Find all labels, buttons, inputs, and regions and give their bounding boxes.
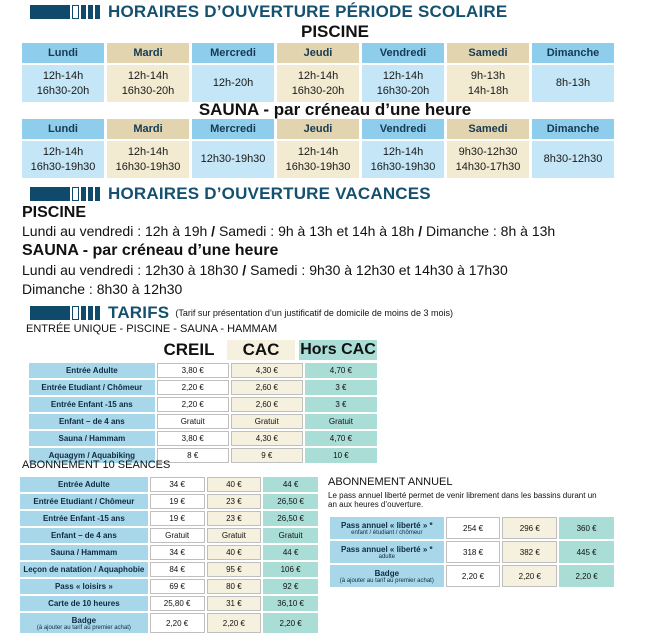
hours-line: 16h30-19h30 bbox=[370, 160, 436, 173]
col-cac: CAC bbox=[227, 340, 295, 360]
day-name: Jeudi bbox=[277, 119, 359, 139]
row-label-text: Pass annuel « liberté » * bbox=[341, 520, 433, 530]
day-column bbox=[277, 119, 359, 178]
table-row bbox=[20, 528, 318, 543]
hours-line: 9h-13h bbox=[470, 69, 506, 82]
day-column bbox=[107, 119, 189, 178]
day-hours bbox=[107, 65, 189, 102]
price-cell: 3,80 € bbox=[157, 431, 229, 446]
price-cell: 34 € bbox=[150, 545, 205, 560]
day-hours bbox=[447, 141, 529, 178]
table-row bbox=[20, 596, 318, 611]
price-cell: 382 € bbox=[502, 541, 557, 563]
section-title: HORAIRES D’OUVERTURE PÉRIODE SCOLAIRE bbox=[108, 2, 508, 21]
price-cell: 26,50 € bbox=[263, 494, 318, 509]
row-label bbox=[20, 528, 148, 543]
hours-line: 16h30-19h30 bbox=[285, 160, 351, 173]
price-cell: 23 € bbox=[207, 494, 262, 509]
row-label-text: Badge bbox=[374, 568, 400, 578]
hours-weekdays: Lundi au vendredi : 12h30 à 18h30 bbox=[22, 262, 239, 278]
hours-line: 8h30-12h30 bbox=[543, 153, 603, 165]
price-cell: 4,30 € bbox=[231, 431, 303, 446]
hours-line: 9h30-12h30 bbox=[458, 145, 518, 158]
table-row bbox=[20, 545, 318, 560]
price-cell: 40 € bbox=[207, 477, 262, 492]
price-cell: 4,70 € bbox=[305, 363, 377, 378]
day-hours bbox=[22, 65, 104, 102]
sauna-schedule bbox=[22, 119, 614, 178]
sauna-title: SAUNA - par créneau d’une heure bbox=[198, 100, 472, 119]
row-label-text: Aquagym / Aquabiking bbox=[48, 451, 136, 460]
price-cell: 2,20 € bbox=[207, 613, 262, 633]
price-cell: 40 € bbox=[207, 545, 262, 560]
table-row bbox=[330, 565, 614, 587]
row-label bbox=[20, 494, 148, 509]
price-cell: 4,70 € bbox=[305, 431, 377, 446]
heading-bars-icon bbox=[30, 306, 100, 320]
price-cell: Gratuit bbox=[207, 528, 262, 543]
table-row bbox=[20, 579, 318, 594]
day-hours bbox=[192, 65, 274, 102]
row-label bbox=[330, 517, 444, 539]
row-label bbox=[20, 477, 148, 492]
day-name: Mercredi bbox=[192, 43, 274, 63]
price-cell: 3 € bbox=[305, 380, 377, 395]
table-row bbox=[29, 363, 377, 378]
holiday-piscine-title: PISCINE bbox=[22, 204, 87, 221]
price-cell: 84 € bbox=[150, 562, 205, 577]
holiday-piscine-hours bbox=[22, 223, 555, 239]
day-column bbox=[532, 43, 614, 102]
row-label-text: Badge bbox=[71, 615, 97, 625]
price-cell: 80 € bbox=[207, 579, 262, 594]
hours-line: 14h30-17h30 bbox=[455, 160, 521, 173]
price-cell: 2,20 € bbox=[157, 397, 229, 412]
table-row bbox=[330, 541, 614, 563]
price-cell: 106 € bbox=[263, 562, 318, 577]
price-cell: 44 € bbox=[263, 545, 318, 560]
row-label-text: Entrée Enfant -15 ans bbox=[42, 514, 125, 523]
day-column bbox=[362, 43, 444, 102]
hours-weekdays: Lundi au vendredi : 12h à 19h bbox=[22, 223, 208, 239]
day-column bbox=[277, 43, 359, 102]
day-hours bbox=[277, 65, 359, 102]
table-row bbox=[29, 431, 377, 446]
row-label bbox=[29, 363, 155, 378]
price-cell: 95 € bbox=[207, 562, 262, 577]
table-row bbox=[29, 380, 377, 395]
row-label bbox=[330, 565, 444, 587]
row-label-text: Entrée Adulte bbox=[58, 480, 110, 489]
section-schoolterm-header bbox=[30, 2, 507, 22]
price-cell: 92 € bbox=[263, 579, 318, 594]
day-column bbox=[107, 43, 189, 102]
row-label bbox=[20, 562, 148, 577]
row-label-text: Enfant – de 4 ans bbox=[50, 531, 117, 540]
day-hours bbox=[447, 65, 529, 102]
table-row bbox=[20, 477, 318, 492]
day-column bbox=[447, 119, 529, 178]
day-name: Samedi bbox=[447, 119, 529, 139]
row-label bbox=[20, 596, 148, 611]
price-cell: 3 € bbox=[305, 397, 377, 412]
price-cell: 254 € bbox=[446, 517, 501, 539]
heading-bars-icon bbox=[30, 187, 100, 201]
day-hours bbox=[277, 141, 359, 178]
separator: / bbox=[211, 223, 216, 239]
section-tarifs-header bbox=[30, 303, 453, 323]
day-name: Lundi bbox=[22, 119, 104, 139]
price-cell: 26,50 € bbox=[263, 511, 318, 526]
price-cell: 318 € bbox=[446, 541, 501, 563]
day-name: Lundi bbox=[22, 43, 104, 63]
row-label-text: Entrée Adulte bbox=[65, 366, 118, 375]
hours-line: 12h-14h bbox=[382, 145, 424, 158]
hours-line: 16h30-19h30 bbox=[30, 160, 96, 173]
hours-line: 8h-13h bbox=[555, 77, 591, 89]
separator: / bbox=[418, 223, 423, 239]
day-hours bbox=[22, 141, 104, 178]
row-sublabel: adulte bbox=[378, 553, 395, 560]
hours-line: 12h-20h bbox=[212, 77, 254, 89]
row-label-text: Sauna / Hammam bbox=[58, 434, 126, 443]
entree-title: ENTRÉE UNIQUE - PISCINE - SAUNA - HAMMAM bbox=[26, 323, 278, 335]
price-cell: 10 € bbox=[305, 448, 377, 463]
row-sublabel: (à ajouter au tarif au premier achat) bbox=[36, 624, 131, 631]
row-label bbox=[20, 511, 148, 526]
hours-saturday: Samedi : 9h30 à 12h30 et 14h30 à 17h30 bbox=[250, 262, 508, 278]
day-name: Dimanche bbox=[532, 43, 614, 63]
day-hours bbox=[362, 141, 444, 178]
price-cell: 2,60 € bbox=[231, 380, 303, 395]
table-row bbox=[20, 562, 318, 577]
price-cell: 69 € bbox=[150, 579, 205, 594]
day-column bbox=[532, 119, 614, 178]
holiday-sauna-title: SAUNA - par créneau d’une heure bbox=[22, 242, 279, 259]
price-cell: 2,20 € bbox=[559, 565, 614, 587]
price-cell: 2,20 € bbox=[263, 613, 318, 633]
hours-line: 14h-18h bbox=[467, 84, 509, 97]
row-label-text: Leçon de natation / Aquaphobie bbox=[23, 565, 145, 574]
price-cell: 296 € bbox=[502, 517, 557, 539]
abonnement-table bbox=[18, 475, 320, 635]
day-column bbox=[362, 119, 444, 178]
hours-line: 12h-14h bbox=[127, 145, 169, 158]
row-sublabel: enfant / étudiant / chômeur bbox=[351, 529, 423, 536]
price-cell: 19 € bbox=[150, 494, 205, 509]
day-name: Mercredi bbox=[192, 119, 274, 139]
table-row bbox=[330, 517, 614, 539]
price-cell: 445 € bbox=[559, 541, 614, 563]
day-column bbox=[22, 43, 104, 102]
day-column bbox=[192, 119, 274, 178]
row-label bbox=[29, 380, 155, 395]
price-cell: 8 € bbox=[157, 448, 229, 463]
day-hours bbox=[192, 141, 274, 178]
row-label-text: Carte de 10 heures bbox=[48, 599, 120, 608]
day-name: Samedi bbox=[447, 43, 529, 63]
row-label-text: Enfant – de 4 ans bbox=[58, 417, 125, 426]
section-title: HORAIRES D’OUVERTURE VACANCES bbox=[108, 184, 431, 203]
row-label bbox=[20, 545, 148, 560]
price-cell: 34 € bbox=[150, 477, 205, 492]
hours-line: 16h30-20h bbox=[121, 84, 175, 97]
day-hours bbox=[532, 65, 614, 102]
price-cell: Gratuit bbox=[305, 414, 377, 429]
row-label-text: Entrée Enfant -15 ans bbox=[50, 400, 133, 409]
day-column bbox=[447, 43, 529, 102]
separator: / bbox=[242, 262, 247, 278]
col-hors-cac: Hors CAC bbox=[300, 341, 376, 358]
row-sublabel: (à ajouter au tarif au premier achat) bbox=[339, 577, 434, 584]
price-cell: 2,20 € bbox=[502, 565, 557, 587]
hours-line: 16h30-19h30 bbox=[115, 160, 181, 173]
row-label-text: Pass « loisirs » bbox=[54, 582, 113, 591]
day-name: Vendredi bbox=[362, 43, 444, 63]
row-label-text: Sauna / Hammam bbox=[50, 548, 118, 557]
tarifs-note: (Tarif sur présentation d’un justificatif de domicile de moins de 3 mois) bbox=[175, 308, 453, 318]
row-label bbox=[20, 579, 148, 594]
price-cell: 2,20 € bbox=[150, 613, 205, 633]
day-column bbox=[22, 119, 104, 178]
day-name: Dimanche bbox=[532, 119, 614, 139]
day-name: Mardi bbox=[107, 43, 189, 63]
hours-line: 16h30-20h bbox=[36, 84, 90, 97]
row-label bbox=[29, 414, 155, 429]
section-holidays-header bbox=[30, 184, 431, 204]
row-label bbox=[29, 431, 155, 446]
price-cell: 23 € bbox=[207, 511, 262, 526]
price-cell: Gratuit bbox=[263, 528, 318, 543]
price-cell: Gratuit bbox=[157, 414, 229, 429]
price-cell: Gratuit bbox=[231, 414, 303, 429]
day-name: Jeudi bbox=[277, 43, 359, 63]
hours-saturday: Samedi : 9h à 13h et 14h à 18h bbox=[218, 223, 415, 239]
hours-line: 12h-14h bbox=[42, 145, 84, 158]
annuel-title: ABONNEMENT ANNUEL bbox=[328, 476, 453, 488]
row-label-text: Pass annuel « liberté » * bbox=[341, 544, 433, 554]
day-name: Mardi bbox=[107, 119, 189, 139]
day-hours bbox=[107, 141, 189, 178]
hours-line: 16h30-20h bbox=[291, 84, 345, 97]
price-cell: 4,30 € bbox=[231, 363, 303, 378]
hours-line: 12h-14h bbox=[297, 69, 339, 82]
row-label bbox=[330, 541, 444, 563]
price-cell: 9 € bbox=[231, 448, 303, 463]
table-row bbox=[20, 511, 318, 526]
price-cell: 19 € bbox=[150, 511, 205, 526]
price-cell: 2,60 € bbox=[231, 397, 303, 412]
annuel-description: Le pass annuel liberté permet de venir librement dans les bassins durant un an aux heures d’ouverture. bbox=[328, 491, 597, 509]
hours-sunday: Dimanche : 8h à 13h bbox=[425, 223, 556, 239]
price-cell: 2,20 € bbox=[446, 565, 501, 587]
hours-line: 12h-14h bbox=[297, 145, 339, 158]
row-label-text: Entrée Etudiant / Chômeur bbox=[41, 383, 143, 392]
row-label-text: Entrée Etudiant / Chômeur bbox=[33, 497, 135, 506]
price-cell: Gratuit bbox=[150, 528, 205, 543]
table-row bbox=[29, 414, 377, 429]
day-hours bbox=[362, 65, 444, 102]
annuel-table bbox=[328, 515, 616, 589]
piscine-title: PISCINE bbox=[300, 22, 370, 41]
day-hours bbox=[532, 141, 614, 178]
entree-table bbox=[27, 361, 379, 465]
heading-bars-icon bbox=[30, 5, 100, 19]
hours-line: 12h30-19h30 bbox=[200, 153, 266, 165]
price-cell: 31 € bbox=[207, 596, 262, 611]
price-cell: 3,80 € bbox=[157, 363, 229, 378]
row-label bbox=[29, 397, 155, 412]
price-cell: 36,10 € bbox=[263, 596, 318, 611]
price-cell: 44 € bbox=[263, 477, 318, 492]
piscine-schedule bbox=[22, 43, 614, 102]
hours-line: 12h-14h bbox=[127, 69, 169, 82]
holiday-sauna-sunday: Dimanche : 8h30 à 12h30 bbox=[22, 281, 183, 297]
holiday-sauna-hours bbox=[22, 262, 508, 278]
row-label bbox=[20, 613, 148, 633]
section-title: TARIFS bbox=[108, 303, 170, 322]
hours-line: 12h-14h bbox=[382, 69, 424, 82]
abonnement-title: ABONNEMENT 10 SÉANCES bbox=[22, 459, 171, 471]
table-row bbox=[29, 397, 377, 412]
day-name: Vendredi bbox=[362, 119, 444, 139]
table-row bbox=[20, 613, 318, 633]
price-cell: 25,80 € bbox=[150, 596, 205, 611]
price-cell: 2,20 € bbox=[157, 380, 229, 395]
hours-line: 12h-14h bbox=[42, 69, 84, 82]
col-creil: CREIL bbox=[155, 340, 223, 360]
hours-line: 16h30-20h bbox=[376, 84, 430, 97]
price-cell: 360 € bbox=[559, 517, 614, 539]
day-column bbox=[192, 43, 274, 102]
table-row bbox=[20, 494, 318, 509]
